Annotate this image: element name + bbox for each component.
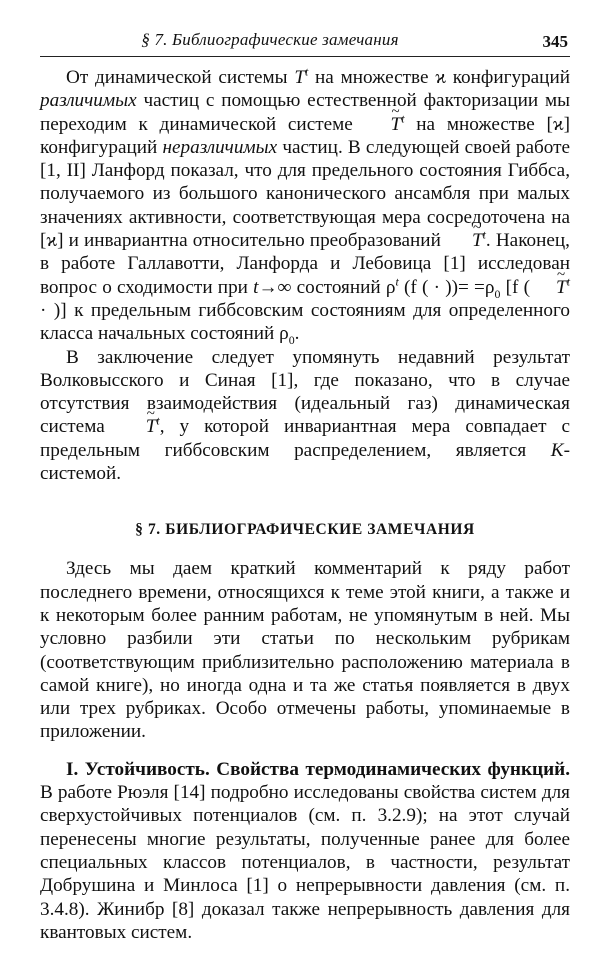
emphasis-indistinguishable: неразличимых — [162, 136, 278, 158]
page-body — [40, 66, 570, 944]
paragraph-intro: Здесь мы даем краткий комментарий к ряду работ последнего времени, относящихся к теме этой книги, а также и к некоторым более ранним работам, не упомянутым в ней. Мы условно разбили эти статьи по нескольким рубрикам (соответствующим приблизительно расположению материала в самой книге), но иногда одна и та же статья появляется в двух или трех рубриках. Особо отмечены работы, упоминаемые в приложении. — [40, 558, 570, 743]
subsection-heading: I. Устойчивость. Свойства термодинамических функций. — [66, 758, 570, 780]
header-rule — [40, 56, 570, 57]
paragraph-dynamics: От динамической системы $T^t$ на множестве ϰ конфигураций различимых частиц с помощью естественной факторизации мы переходим к динамической системе ~ $T^t$ на множестве [ϰ] конфигураций неразличимых частиц. В следующей своей работе [1, II] Ланфорд показал, что для предельного состояния Гиббса, получаемого из большого канонического ансамбля при малых значениях активности, соответствующая мера сосредоточена на [ϰ] и инвариантна относительно преобразований ~ $T^t$. Наконец, в работе Галлавотти, Ланфорда и Лебовица [1] исследован вопрос о сходимости при t→∞ состояний $\rho^t$ (f ( · ))= $=\rho_0$ [f (~ $T^t$ · )] к предельным гиббсовским состояниям для определенного класса начальных состояний $\rho_0$. — [40, 66, 570, 346]
section-heading: § 7. БИБЛИОГРАФИЧЕСКИЕ ЗАМЕЧАНИЯ — [135, 521, 475, 539]
running-head — [40, 26, 570, 56]
paragraph-stability: I. Устойчивость. Свойства термодинамических функций. В работе Рюэля [14] подробно исследованы свойства систем для сверхустойчивых потенциалов (см. п. 3.2.9); на этот случай перенесены многие результаты, полученные ранее для более специальных классов потенциалов, в частности, результат Добрушина и Минлоса [1] о непрерывности давления (см. п. 3.4.8). Жинибр [8] доказал также непрерывность давления для квантовых систем. — [40, 758, 570, 943]
running-title: § 7. Библиографические замечания — [141, 30, 399, 49]
paragraph-conclusion: В заключение следует упомянуть недавний результат Волковысского и Синая [1], где показано, что в случае отсутствия взаимодействия (идеальный газ) динамическая система ~ $T^t$, у которой инвариантная мера совпадает с предельным гиббсовским распределением, является K-системой. — [40, 346, 570, 486]
page-number: 345 — [542, 32, 568, 51]
paragraph-gap — [40, 744, 570, 758]
emphasis-distinguishable: различимых — [40, 90, 137, 112]
